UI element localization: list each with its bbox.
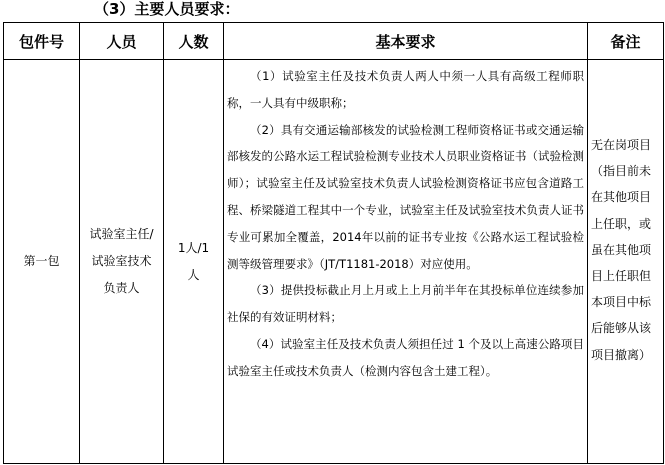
note-cell bbox=[588, 60, 664, 464]
requirement-item-1: （1）试验室主任及技术负责人两人中须一人具有高级工程师职称，一人具有中级职称； bbox=[227, 69, 584, 110]
table-row bbox=[4, 60, 664, 464]
personnel-requirements-table bbox=[3, 22, 664, 464]
header-requirements: 基本要求 bbox=[224, 23, 588, 60]
count-text: 1人/1人 bbox=[177, 240, 210, 282]
header-note: 备注 bbox=[588, 23, 664, 60]
note-text: 无在岗项目（指目前未在其他项目上任职，或虽在其他项目上任职但本项目中标后能够从该项目撤离） bbox=[591, 138, 652, 362]
header-personnel: 人员 bbox=[80, 23, 164, 60]
package-text: 第一包 bbox=[23, 254, 60, 268]
package-cell bbox=[4, 60, 80, 464]
count-cell bbox=[164, 60, 224, 464]
personnel-cell bbox=[80, 60, 164, 464]
requirement-item-2: （2）具有交通运输部核发的试验检测工程师资格证书或交通运输部核发的公路水运工程试验检测专业技术人员职业资格证书（试验检测师）；试验室主任及试验室技术负责人试验检测资格证书应包含道路工程、桥梁隧道工程其中一个专业，试验室主任及试验室技术负责人证书专业可累加全覆盖，2014年以前的证书专业按《公路水运工程试验检测等级管理要求》（JT/T1181-2018）对应使用。 bbox=[227, 122, 584, 271]
table-header-row bbox=[4, 23, 664, 60]
header-count: 人数 bbox=[164, 23, 224, 60]
requirement-item-3: （3）提供投标截止月上月或上上月前半年在其投标单位连续参加社保的有效证明材料； bbox=[227, 283, 584, 325]
personnel-text: 试验室主任/试验室技术负责人 bbox=[89, 227, 154, 295]
header-package: 包件号 bbox=[4, 23, 80, 60]
requirement-item-4: （4）试验室主任及技术负责人须担任过 1 个及以上高速公路项目试验室主任或技术负责人（检测内容包含土建工程）。 bbox=[227, 336, 584, 378]
section-heading: （3）主要人员要求： bbox=[94, 0, 240, 18]
requirements-cell bbox=[224, 60, 588, 464]
